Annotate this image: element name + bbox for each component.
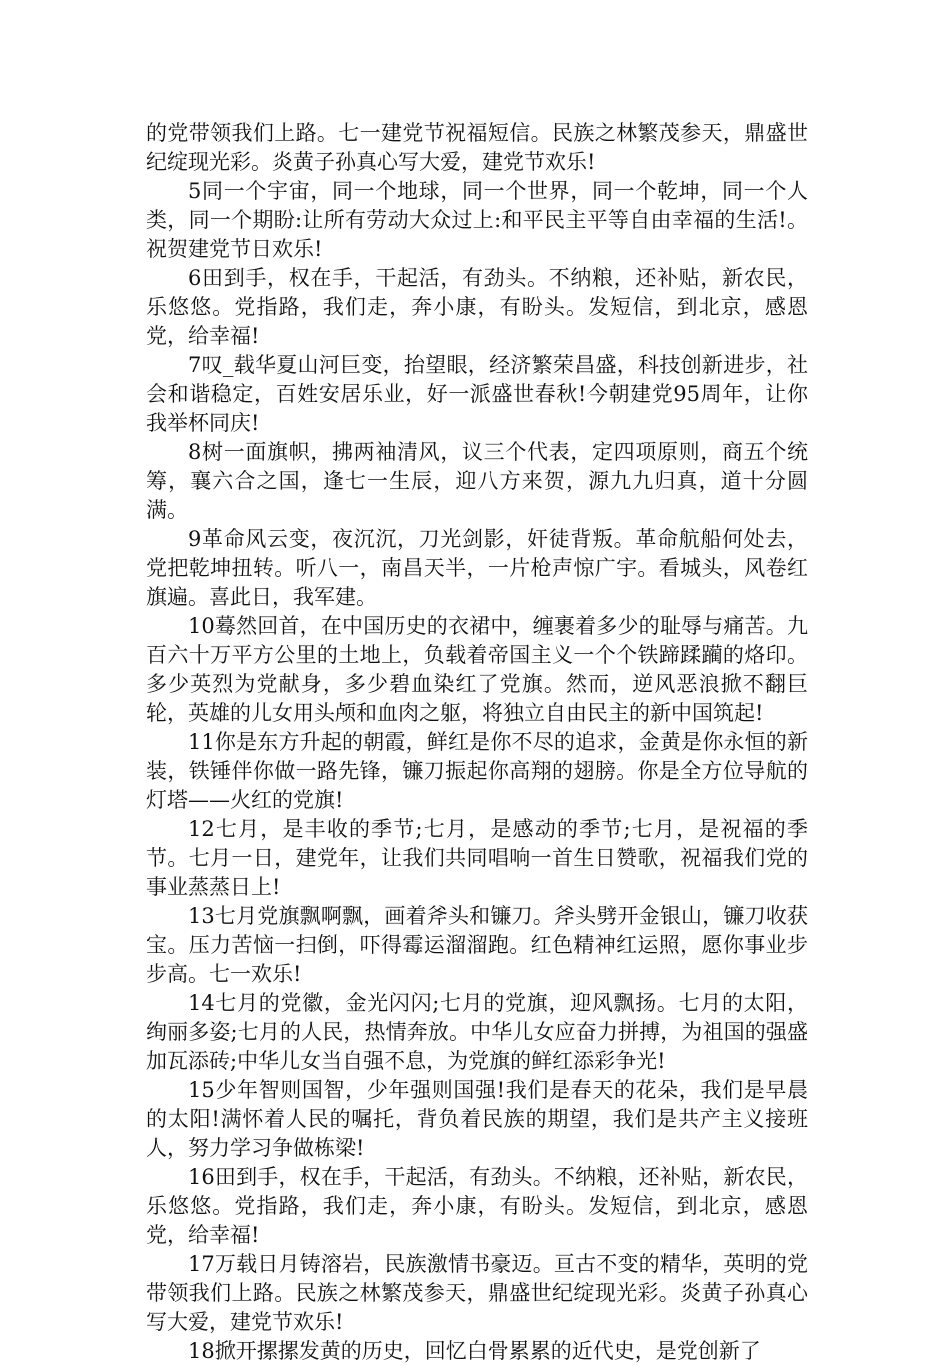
paragraph-11: 11你是东方升起的朝霞，鲜红是你不尽的追求，金黄是你永恒的新装，铁锤伴你做一路先锋，镰刀振起你高翔的翅膀。你是全方位导航的灯塔——火红的党旗! [146, 730, 808, 812]
paragraph-12: 12七月，是丰收的季节;七月，是感动的季节;七月，是祝福的季节。七月一日，建党年，让我们共同唱响一首生日赞歌，祝福我们党的事业蒸蒸日上! [146, 817, 808, 899]
paragraph-7: 7叹_载华夏山河巨变，抬望眼，经济繁荣昌盛，科技创新进步，社会和谐稳定，百姓安居乐业，好一派盛世春秋!今朝建党95周年，让你我举杯同庆! [146, 353, 808, 435]
paragraph-10: 10蓦然回首，在中国历史的衣裙中，缠裹着多少的耻辱与痛苦。九百六十万平方公里的土地上，负载着帝国主义一个个铁蹄蹂躏的烙印。多少英烈为党献身，多少碧血染红了党旗。然而，逆风恶浪掀不翻巨轮，英雄的儿女用头颅和血肉之躯，将独立自由民主的新中国筑起! [146, 614, 808, 725]
paragraph-17: 17万载日月铸溶岩，民族激情书豪迈。亘古不变的精华，英明的党带领我们上路。民族之林繁茂参天，鼎盛世纪绽现光彩。炎黄子孙真心写大爱，建党节欢乐! [146, 1252, 808, 1334]
paragraph-14: 14七月的党徽，金光闪闪;七月的党旗，迎风飘扬。七月的太阳，绚丽多姿;七月的人民，热情奔放。中华儿女应奋力拼搏，为祖国的强盛加瓦添砖;中华儿女当自强不息，为党旗的鲜红添彩争光! [146, 991, 808, 1073]
paragraph-18: 18掀开摞摞发黄的历史，回忆白骨累累的近代史，是党创新了 [188, 1339, 761, 1363]
paragraph-5: 5同一个宇宙，同一个地球，同一个世界，同一个乾坤，同一个人类，同一个期盼:让所有劳动大众过上:和平民主平等自由幸福的生活!。祝贺建党节日欢乐! [146, 179, 808, 261]
paragraph-8: 8树一面旗帜，拂两袖清风，议三个代表，定四项原则，商五个统筹，襄六合之国，逢七一生辰，迎八方来贺，源九九归真，道十分圆满。 [146, 440, 808, 522]
paragraph-continued: 的党带领我们上路。七一建党节祝福短信。民族之林繁茂参天，鼎盛世纪绽现光彩。炎黄子孙真心写大爱，建党节欢乐! [146, 121, 808, 174]
paragraph-6: 6田到手，权在手，干起活，有劲头。不纳粮，还补贴，新农民，乐悠悠。党指路，我们走，奔小康，有盼头。发短信，到北京，感恩党，给幸福! [146, 266, 808, 348]
paragraph-13: 13七月党旗飘啊飘，画着斧头和镰刀。斧头劈开金银山，镰刀收获宝。压力苦恼一扫倒，吓得霉运溜溜跑。红色精神红运照，愿你事业步步高。七一欢乐! [146, 904, 808, 986]
paragraph-15: 15少年智则国智，少年强则国强!我们是春天的花朵，我们是早晨的太阳!满怀着人民的嘱托，背负着民族的期望，我们是共产主义接班人，努力学习争做栋梁! [146, 1078, 808, 1160]
document-page [146, 119, 808, 1366]
paragraph-16: 16田到手，权在手，干起活，有劲头。不纳粮，还补贴，新农民，乐悠悠。党指路，我们走，奔小康，有盼头。发短信，到北京，感恩党，给幸福! [146, 1165, 808, 1247]
paragraph-9: 9革命风云变，夜沉沉，刀光剑影，奸徒背叛。革命航船何处去，党把乾坤扭转。听八一，南昌天半，一片枪声惊广宇。看城头，风卷红旗遍。喜此日，我军建。 [146, 527, 808, 609]
